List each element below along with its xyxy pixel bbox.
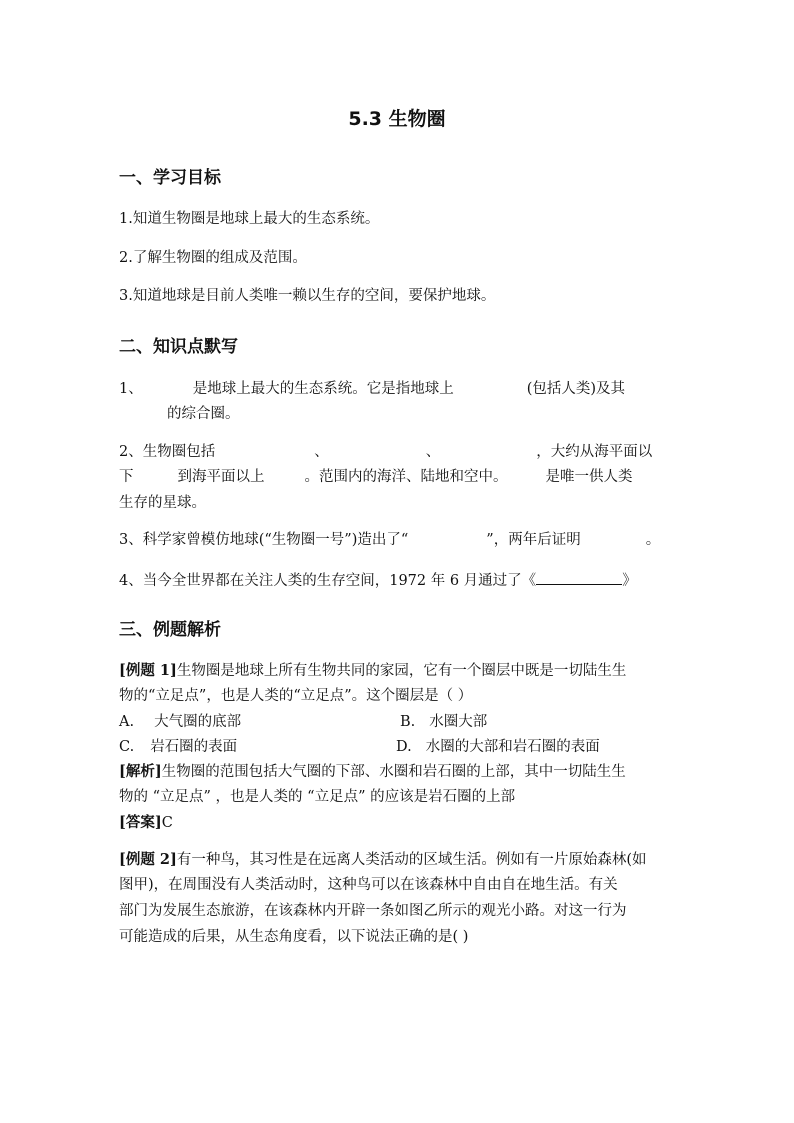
question-1-line-1: [119, 380, 625, 398]
section-heading-knowledge: 二、知识点默写: [119, 337, 238, 357]
option-b-text: 水圈大部: [429, 714, 488, 730]
option-d-key: D.: [396, 739, 412, 755]
section-heading-examples: 三、例题解析: [119, 620, 221, 640]
analysis-text-1: 生物圈的范围包括大气圈的下部、水圈和岩石圈的上部，其中一切陆生生: [161, 764, 626, 780]
option-d-text: 水圈的大部和岩石圈的表面: [425, 739, 600, 755]
example-1-text-1: 生物圈是地球上所有生物共同的家园，它有一个圈层中既是一切陆生生: [176, 663, 627, 679]
q2-text-c: 下: [119, 469, 134, 485]
analysis-line-1: [119, 763, 626, 781]
q1-text-b: (包括人类)及其: [526, 381, 626, 397]
example-1-label: [例题 1]: [119, 662, 177, 679]
q4-text-b: 》: [622, 573, 637, 589]
answer-value: C: [161, 815, 173, 831]
option-a-text: 大气圈的底部: [154, 714, 242, 730]
question-3: [119, 531, 660, 549]
option-a: [119, 713, 241, 731]
q2-text-d: 到海平面以上: [177, 469, 265, 485]
page-title: 5.3 生物圈: [348, 108, 446, 130]
question-2-line-1: [119, 443, 652, 461]
q4-blank[interactable]: [536, 570, 622, 585]
example-1-line-2: 物的“立足点”，也是人类的“立足点”。这个圈层是（ ）: [119, 688, 473, 704]
section-heading-goals: 一、学习目标: [119, 168, 221, 188]
answer-label: [答案]: [119, 814, 162, 831]
question-2-line-3: 生存的星球。: [119, 495, 206, 511]
example-2-line-2: 图甲)，在周围没有人类活动时，这种鸟可以在该森林中自由自在地生活。有关: [119, 877, 618, 893]
option-b-key: B.: [400, 714, 416, 730]
example-2-label: [例题 2]: [119, 851, 177, 868]
q3-text-c: 。: [645, 532, 661, 548]
example-2-text-1: 有一种鸟，其习性是在远离人类活动的区域生活。例如有一片原始森林(如: [176, 852, 647, 868]
q2-text-a: 2、生物圈包括: [119, 444, 216, 460]
q1-text-a: 是地球上最大的生态系统。它是指地球上: [192, 381, 454, 397]
example-2-line-4: 可能造成的后果，从生态角度看，以下说法正确的是( ): [119, 929, 469, 945]
example-1-line-1: [119, 662, 626, 680]
question-4: [119, 570, 637, 590]
goal-item-2: 2.了解生物圈的组成及范围。: [119, 250, 307, 266]
goal-item-1: 1.知道生物圈是地球上最大的生态系统。: [119, 211, 380, 227]
option-c: [119, 738, 237, 756]
option-c-key: C.: [119, 739, 135, 755]
option-a-key: A.: [119, 714, 135, 730]
option-d: [396, 738, 600, 756]
analysis-label: [解析]: [119, 763, 162, 780]
question-2-line-2: [119, 468, 633, 486]
q2-text-b: ，大约从海平面以: [536, 444, 653, 460]
example-2-line-1: [119, 851, 647, 869]
q3-text-a: 3、科学家曾模仿地球(“生物圈一号”)造出了“: [119, 532, 409, 548]
q4-text-a: 4、当今全世界都在关注人类的生存空间，1972 年 6 月通过了《: [119, 573, 537, 589]
q1-num: 1、: [119, 381, 143, 397]
analysis-line-2: 物的 “立足点” ，也是人类的 “立足点” 的应该是岩石圈的上部: [119, 789, 516, 805]
option-c-text: 岩石圈的表面: [150, 739, 238, 755]
answer-line: [119, 814, 173, 832]
goal-item-3: 3.知道地球是目前人类唯一赖以生存的空间，要保护地球。: [119, 288, 496, 304]
q2-text-f: 是唯一供人类: [545, 469, 633, 485]
q2-sep-1: 、: [314, 444, 329, 460]
option-b: [400, 713, 487, 731]
q2-sep-2: 、: [425, 444, 441, 460]
q3-text-b: ”，两年后证明: [486, 532, 581, 548]
q2-text-e: 。范围内的海洋、陆地和空中。: [304, 469, 508, 485]
example-2-line-3: 部门为发展生态旅游，在该森林内开辟一条如图乙所示的观光小路。对这一行为: [119, 903, 627, 919]
question-1-line-2: 的综合圈。: [167, 406, 240, 422]
